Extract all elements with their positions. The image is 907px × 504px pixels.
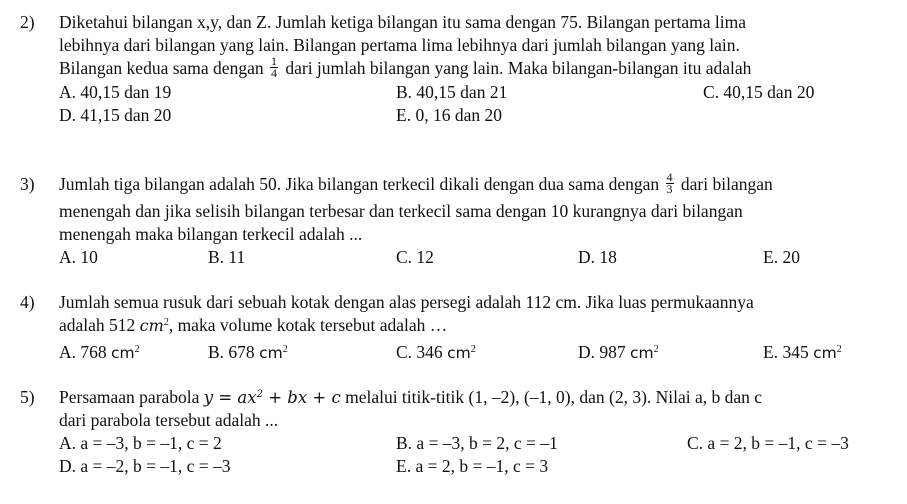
text-segment: Persamaan parabola [59, 387, 200, 407]
text-segment: dari jumlah bilangan yang lain. Maka bilangan-bilangan itu adalah [285, 58, 752, 78]
options-row [59, 81, 882, 104]
fraction-denominator: 3 [666, 182, 673, 197]
parabola-equation: $y = ax^2$ + bx + c [203, 388, 341, 407]
option-e[interactable]: E. 0, 16 dan 20 [396, 105, 502, 126]
option-e[interactable]: E. a = 2, b = –1, c = 3 [396, 456, 549, 476]
text-segment: Bilangan kedua sama dengan [59, 58, 264, 78]
fraction-numerator: 1 [270, 54, 277, 69]
option-d[interactable]: D. 41,15 dan 20 [59, 105, 172, 126]
option-c[interactable]: C. 40,15 dan 20 [703, 82, 815, 103]
options-row [59, 455, 882, 478]
fraction [666, 172, 674, 195]
question-text-line [59, 314, 882, 337]
exponent: 2 [163, 317, 169, 328]
option-a[interactable]: A. a = –3, b = –1, c = 2 [59, 433, 222, 453]
question-number: 4) [20, 292, 35, 312]
text-segment: Jumlah tiga bilangan adalah 50. Jika bilangan terkecil dikali dengan dua sama dengan [59, 174, 660, 194]
text-segment: melalui titik-titik (1, –2), (–1, 0), dan (2, 3). Nilai a, b dan c [345, 387, 763, 407]
option-a[interactable]: A. 40,15 dan 19 [59, 82, 172, 103]
unit: cm [139, 316, 164, 335]
option-d[interactable]: D. a = –2, b = –1, c = –3 [59, 456, 231, 476]
option-b[interactable]: B. a = –3, b = 2, c = –1 [396, 433, 558, 453]
text-segment: , maka volume kotak tersebut adalah … [168, 315, 448, 335]
text-segment: dari bilangan [680, 174, 773, 194]
question-text-line: lebihnya dari bilangan yang lain. Bilangan pertama lima lebihnya dari jumlah bilangan yang lain. [59, 35, 740, 55]
question-4 [20, 291, 882, 364]
question-2 [20, 11, 882, 127]
question-text-line [59, 170, 882, 198]
option-b[interactable]: B. 11 [208, 247, 246, 267]
question-text-line [59, 54, 882, 81]
question-text-line: Jumlah semua rusuk dari sebuah kotak dengan alas persegi adalah 112 cm. Jika luas permukaannya [59, 292, 754, 312]
fraction-numerator: 4 [666, 170, 673, 185]
question-text-line: menengah maka bilangan terkecil adalah ... [59, 224, 363, 244]
question-text-line: menengah dan jika selisih bilangan terbesar dan terkecil sama dengan 10 kurangnya dari bilangan [59, 201, 743, 221]
question-text-line [59, 386, 882, 409]
question-text-line: Diketahui bilangan x,y, dan Z. Jumlah ketiga bilangan itu sama dengan 75. Bilangan pertama lima [59, 12, 747, 32]
option-a[interactable]: A. 10 [59, 247, 98, 267]
option-b[interactable]: B. 678 $cm^2$ [208, 342, 288, 362]
question-text-line: dari parabola tersebut adalah ... [59, 410, 279, 430]
question-3 [20, 170, 882, 269]
option-e[interactable]: E. 20 [763, 247, 800, 267]
fraction [270, 56, 278, 79]
option-d[interactable]: D. 18 [578, 247, 617, 267]
option-c[interactable]: C. 346 $cm^2$ [396, 342, 476, 362]
fraction-denominator: 4 [270, 66, 277, 81]
option-e[interactable]: E. 345 $cm^2$ [763, 342, 842, 362]
question-number: 5) [20, 387, 35, 407]
options-row [59, 341, 882, 364]
options-row [59, 246, 882, 269]
text-segment: adalah 512 [59, 315, 136, 335]
option-c[interactable]: C. a = 2, b = –1, c = –3 [687, 433, 849, 453]
options-row [59, 432, 882, 455]
question-number: 3) [20, 174, 35, 194]
option-c[interactable]: C. 12 [396, 247, 434, 267]
option-d[interactable]: D. 987 $cm^2$ [578, 342, 659, 362]
option-a[interactable]: A. 768 $cm^2$ [59, 342, 140, 362]
question-5 [20, 386, 882, 478]
options-row [59, 104, 882, 127]
option-b[interactable]: B. 40,15 dan 21 [396, 82, 508, 103]
question-number: 2) [20, 12, 35, 32]
